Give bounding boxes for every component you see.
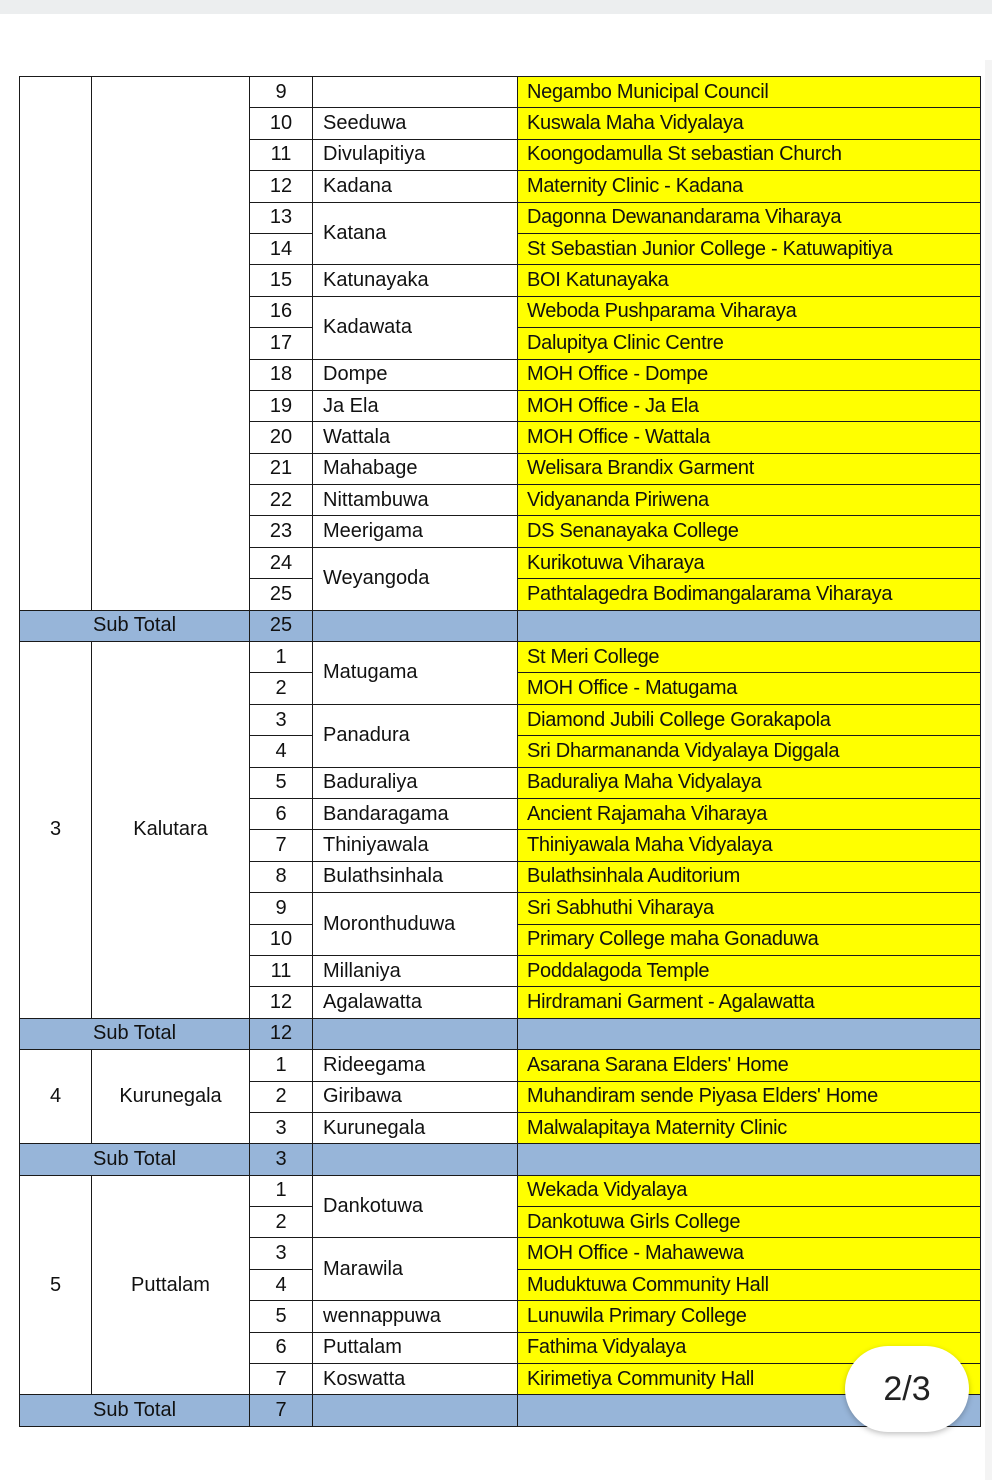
location-cell: Weboda Pushparama Viharaya	[518, 296, 981, 327]
row-number-cell: 15	[250, 265, 313, 296]
town-cell: Kurunegala	[313, 1112, 518, 1143]
town-cell: Giribawa	[313, 1081, 518, 1112]
row-number-cell: 7	[250, 1364, 313, 1395]
location-cell: Sri Sabhuthi Viharaya	[518, 893, 981, 924]
subtotal-row	[20, 1395, 981, 1426]
row-number-cell: 2	[250, 1081, 313, 1112]
location-cell: Bulathsinhala Auditorium	[518, 861, 981, 892]
location-cell: Maternity Clinic - Kadana	[518, 171, 981, 202]
location-cell: MOH Office - Ja Ela	[518, 390, 981, 421]
row-number-cell: 14	[250, 233, 313, 264]
location-cell: MOH Office - Wattala	[518, 422, 981, 453]
town-cell: Katunayaka	[313, 265, 518, 296]
vaccination-centres-table	[19, 76, 981, 1427]
town-cell: Panadura	[313, 704, 518, 767]
town-cell: Divulapitiya	[313, 139, 518, 170]
row-number-cell: 7	[250, 830, 313, 861]
district-name-cell: Kalutara	[92, 642, 250, 1019]
row-number-cell: 2	[250, 673, 313, 704]
subtotal-row	[20, 610, 981, 641]
town-cell: Marawila	[313, 1238, 518, 1301]
location-cell: Thiniyawala Maha Vidyalaya	[518, 830, 981, 861]
row-number-cell: 9	[250, 77, 313, 108]
row-number-cell: 2	[250, 1207, 313, 1238]
location-cell: Malwalapitaya Maternity Clinic	[518, 1112, 981, 1143]
subtotal-value: 12	[250, 1018, 313, 1049]
location-cell: MOH Office - Mahawewa	[518, 1238, 981, 1269]
location-cell: Poddalagoda Temple	[518, 955, 981, 986]
row-number-cell: 10	[250, 108, 313, 139]
row-number-cell: 22	[250, 485, 313, 516]
location-cell: Hirdramani Garment - Agalawatta	[518, 987, 981, 1018]
town-cell: Bandaragama	[313, 798, 518, 829]
row-number-cell: 3	[250, 1238, 313, 1269]
location-cell: BOI Katunayaka	[518, 265, 981, 296]
location-cell: Dankotuwa Girls College	[518, 1207, 981, 1238]
location-cell: Kirimetiya Community Hall	[518, 1364, 981, 1395]
location-cell: Lunuwila Primary College	[518, 1301, 981, 1332]
town-cell: Thiniyawala	[313, 830, 518, 861]
subtotal-value: 3	[250, 1144, 313, 1175]
town-cell: Matugama	[313, 642, 518, 705]
town-cell: Dankotuwa	[313, 1175, 518, 1238]
town-cell: Rideegama	[313, 1050, 518, 1081]
location-cell: Primary College maha Gonaduwa	[518, 924, 981, 955]
table-row	[20, 1175, 981, 1206]
location-cell: St Meri College	[518, 642, 981, 673]
town-cell: wennappuwa	[313, 1301, 518, 1332]
location-cell: DS Senanayaka College	[518, 516, 981, 547]
row-number-cell: 25	[250, 579, 313, 610]
row-number-cell: 4	[250, 736, 313, 767]
subtotal-empty-cell	[518, 1018, 981, 1049]
row-number-cell: 20	[250, 422, 313, 453]
subtotal-empty-cell	[518, 1144, 981, 1175]
town-cell: Katana	[313, 202, 518, 265]
row-number-cell: 4	[250, 1269, 313, 1300]
location-cell: Kurikotuwa Viharaya	[518, 547, 981, 578]
town-cell: Millaniya	[313, 955, 518, 986]
location-cell: MOH Office - Dompe	[518, 359, 981, 390]
location-cell: Muduktuwa Community Hall	[518, 1269, 981, 1300]
location-cell: Diamond Jubili College Gorakapola	[518, 704, 981, 735]
row-number-cell: 3	[250, 704, 313, 735]
page-edge	[985, 60, 992, 1480]
town-cell: Nittambuwa	[313, 485, 518, 516]
subtotal-row	[20, 1018, 981, 1049]
subtotal-value: 25	[250, 610, 313, 641]
location-cell: Baduraliya Maha Vidyalaya	[518, 767, 981, 798]
row-number-cell: 19	[250, 390, 313, 421]
location-cell: MOH Office - Matugama	[518, 673, 981, 704]
town-cell: Kadana	[313, 171, 518, 202]
town-cell: Moronthuduwa	[313, 893, 518, 956]
table-row	[20, 1050, 981, 1081]
status-bar-strip	[0, 0, 992, 14]
location-cell: Dagonna Dewanandarama Viharaya	[518, 202, 981, 233]
page-indicator-badge[interactable]: 2/3	[845, 1346, 969, 1432]
row-number-cell: 17	[250, 328, 313, 359]
location-cell: Kuswala Maha Vidyalaya	[518, 108, 981, 139]
town-cell: Bulathsinhala	[313, 861, 518, 892]
subtotal-label: Sub Total	[20, 610, 250, 641]
location-cell: Fathima Vidyalaya	[518, 1332, 981, 1363]
row-number-cell: 9	[250, 893, 313, 924]
row-number-cell: 10	[250, 924, 313, 955]
row-number-cell: 23	[250, 516, 313, 547]
location-cell: Ancient Rajamaha Viharaya	[518, 798, 981, 829]
town-cell: Ja Ela	[313, 390, 518, 421]
row-number-cell: 3	[250, 1112, 313, 1143]
town-cell: Mahabage	[313, 453, 518, 484]
row-number-cell: 6	[250, 1332, 313, 1363]
town-cell: Koswatta	[313, 1364, 518, 1395]
row-number-cell: 16	[250, 296, 313, 327]
location-cell: Vidyananda Piriwena	[518, 485, 981, 516]
row-number-cell: 21	[250, 453, 313, 484]
row-number-cell: 12	[250, 987, 313, 1018]
subtotal-label: Sub Total	[20, 1018, 250, 1049]
town-cell: Wattala	[313, 422, 518, 453]
subtotal-row	[20, 1144, 981, 1175]
row-number-cell: 5	[250, 767, 313, 798]
row-number-cell: 18	[250, 359, 313, 390]
location-cell: Negambo Municipal Council	[518, 77, 981, 108]
town-cell: Agalawatta	[313, 987, 518, 1018]
location-cell: Asarana Sarana Elders' Home	[518, 1050, 981, 1081]
table-row	[20, 642, 981, 673]
town-cell: Kadawata	[313, 296, 518, 359]
subtotal-label: Sub Total	[20, 1144, 250, 1175]
row-number-cell: 1	[250, 1050, 313, 1081]
town-cell	[313, 77, 518, 108]
town-cell: Seeduwa	[313, 108, 518, 139]
subtotal-empty-cell	[313, 610, 518, 641]
district-name-cell: Kurunegala	[92, 1050, 250, 1144]
location-cell: Koongodamulla St sebastian Church	[518, 139, 981, 170]
row-number-cell: 12	[250, 171, 313, 202]
subtotal-empty-cell	[518, 610, 981, 641]
town-cell: Weyangoda	[313, 547, 518, 610]
subtotal-label: Sub Total	[20, 1395, 250, 1426]
town-cell: Dompe	[313, 359, 518, 390]
location-cell: St Sebastian Junior College - Katuwapitiya	[518, 233, 981, 264]
row-number-cell: 11	[250, 139, 313, 170]
subtotal-empty-cell	[313, 1395, 518, 1426]
district-name-cell	[92, 77, 250, 611]
town-cell: Baduraliya	[313, 767, 518, 798]
location-cell: Muhandiram sende Piyasa Elders' Home	[518, 1081, 981, 1112]
district-number-cell: 5	[20, 1175, 92, 1395]
district-name-cell: Puttalam	[92, 1175, 250, 1395]
row-number-cell: 6	[250, 798, 313, 829]
location-cell: Pathtalagedra Bodimangalarama Viharaya	[518, 579, 981, 610]
district-number-cell: 3	[20, 642, 92, 1019]
subtotal-empty-cell	[313, 1144, 518, 1175]
row-number-cell: 1	[250, 642, 313, 673]
table-row	[20, 77, 981, 108]
row-number-cell: 8	[250, 861, 313, 892]
row-number-cell: 24	[250, 547, 313, 578]
subtotal-empty-cell	[313, 1018, 518, 1049]
town-cell: Meerigama	[313, 516, 518, 547]
location-cell: Welisara Brandix Garment	[518, 453, 981, 484]
row-number-cell: 11	[250, 955, 313, 986]
district-number-cell: 4	[20, 1050, 92, 1144]
district-number-cell	[20, 77, 92, 611]
row-number-cell: 13	[250, 202, 313, 233]
subtotal-value: 7	[250, 1395, 313, 1426]
location-cell: Sri Dharmananda Vidyalaya Diggala	[518, 736, 981, 767]
location-cell: Dalupitya Clinic Centre	[518, 328, 981, 359]
town-cell: Puttalam	[313, 1332, 518, 1363]
location-cell: Wekada Vidyalaya	[518, 1175, 981, 1206]
row-number-cell: 1	[250, 1175, 313, 1206]
row-number-cell: 5	[250, 1301, 313, 1332]
